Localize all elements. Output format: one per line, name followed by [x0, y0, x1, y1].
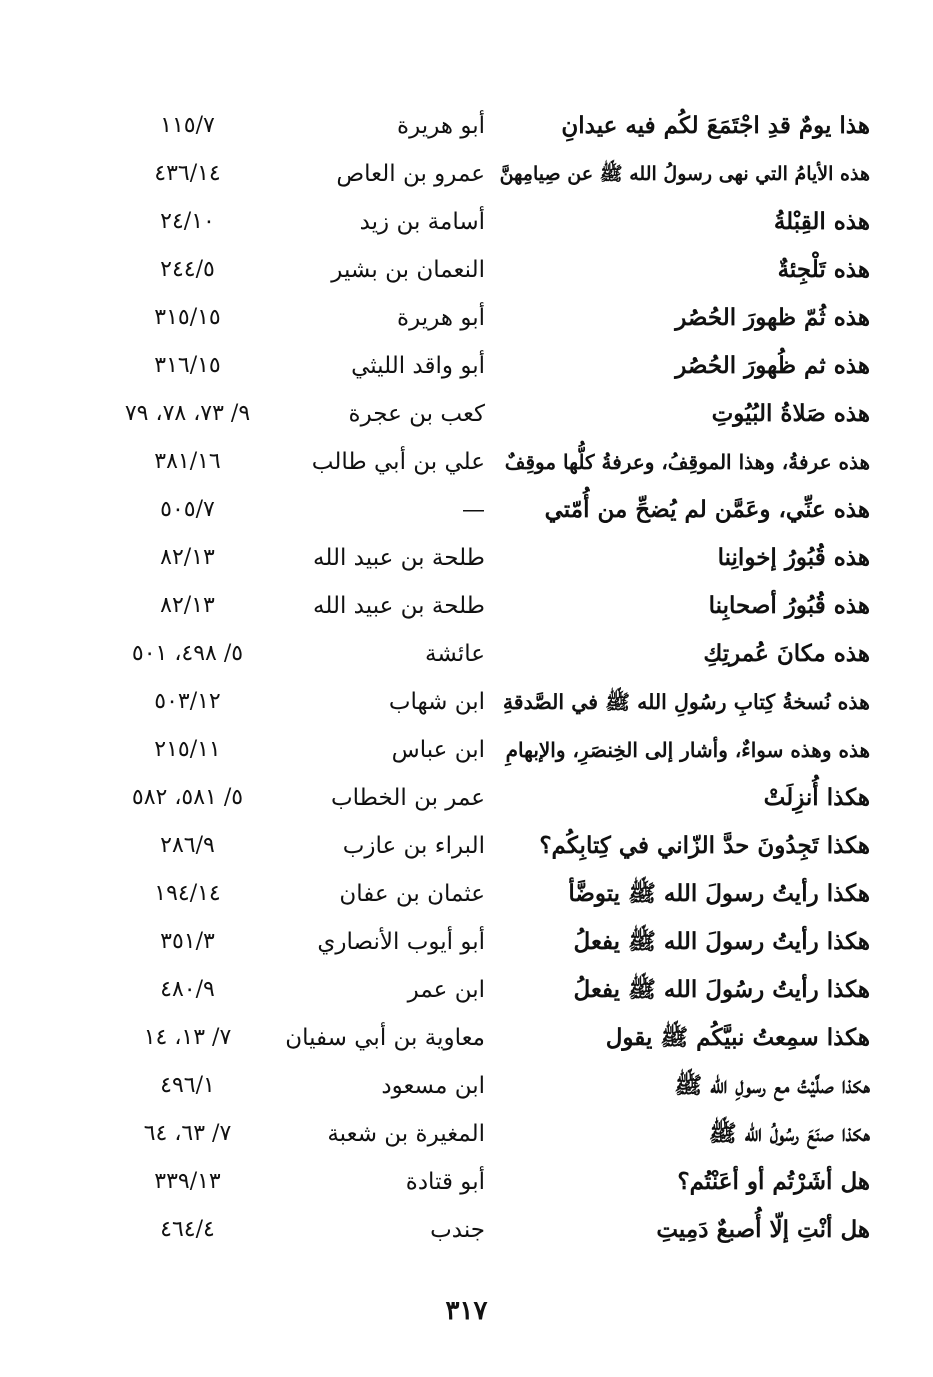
hadith-text: هل أنْتِ إلّا أُصبعٌ دَمِيتِ: [656, 1216, 870, 1243]
index-row: [100, 534, 870, 582]
index-row: [100, 822, 870, 870]
narrator-name: أبو أيوب الأنصاري: [317, 929, 485, 955]
volume-page-reference: ٥/ ٤٩٨، ٥٠١: [131, 641, 244, 666]
index-row: [100, 1110, 870, 1158]
volume-page-reference: ١٩٤/١٤: [154, 881, 221, 906]
hadith-text: هذا يومٌ قدِ اجْتَمَعَ لكُم فيه عيدانِ: [561, 112, 870, 139]
hadith-text: هذه قُبُورُ أصحابِنا: [708, 592, 870, 619]
narrator-name: أبو قتادة: [405, 1169, 485, 1195]
narrator-name: أبو هريرة: [397, 113, 485, 139]
volume-page-reference: ٤٣٦/١٤: [154, 161, 221, 186]
narrator-name: عائشة: [425, 641, 485, 667]
volume-page-reference: ٨٢/١٣: [160, 545, 215, 570]
volume-page-reference: ٩/ ٧٣، ٧٨، ٧٩: [124, 401, 251, 426]
index-row: [100, 102, 870, 150]
volume-page-reference: ٤٦٤/٤: [160, 1217, 215, 1242]
index-row: [100, 966, 870, 1014]
index-row: [100, 438, 870, 486]
volume-page-reference: ١١٥/٧: [160, 113, 215, 138]
hadith-text: هكذا تَجِدُونَ حدَّ الزّاني في كِتابِكُم؟: [539, 832, 870, 859]
volume-page-reference: ٢١٥/١١: [154, 737, 221, 762]
volume-page-reference: ٥٠٣/١٢: [154, 689, 221, 714]
volume-page-reference: ٥٠٥/٧: [160, 497, 215, 522]
index-row: [100, 1158, 870, 1206]
narrator-name: معاوية بن أبي سفيان: [285, 1025, 485, 1051]
narrator-name: أبو هريرة: [397, 305, 485, 331]
index-row: [100, 774, 870, 822]
volume-page-reference: ٢٨٦/٩: [160, 833, 215, 858]
volume-page-reference: ٤٨٠/٩: [160, 977, 215, 1002]
hadith-text: هكذا سمِعتُ نبيَّكُم ﷺ يقول: [605, 1024, 870, 1051]
hadith-text: هذه تَلْجِئةٌ: [777, 256, 870, 283]
hadith-text: هذه ثم ظُهورَ الحُصُر: [675, 352, 870, 379]
hadith-text: هذه القِبْلةُ: [773, 208, 870, 235]
hadith-text: هل أشَرْتُم أو أعَنْتُم؟: [677, 1168, 870, 1195]
hadith-text: هكذا رأيتُ رسُولَ الله ﷺ يفعلُ: [573, 976, 870, 1003]
index-row: [100, 390, 870, 438]
narrator-name: جندب: [430, 1217, 485, 1243]
index-row: [100, 582, 870, 630]
hadith-text: هذه نُسخةُ كِتابِ رسُولِ الله ﷺ في الصَّدقةِ: [502, 690, 870, 714]
narrator-name: البراء بن عازب: [342, 833, 485, 859]
narrator-name: عثمان بن عفان: [339, 881, 485, 907]
index-row: [100, 150, 870, 198]
index-row: [100, 870, 870, 918]
volume-page-reference: ٧/ ٦٣، ٦٤: [143, 1121, 232, 1146]
index-row: [100, 1014, 870, 1062]
index-row: [100, 198, 870, 246]
volume-page-reference: ٣٨١/١٦: [154, 449, 221, 474]
hadith-text: هذه الأيامُ التي نهى رسولُ الله ﷺ عن صِيامِهنَّ: [499, 163, 870, 185]
volume-page-reference: ٢٤/١٠: [160, 209, 215, 234]
index-row: [100, 1206, 870, 1254]
index-row: [100, 630, 870, 678]
index-row: [100, 678, 870, 726]
hadith-text: هكذا رأيتُ رسولَ الله ﷺ يفعلُ: [573, 928, 870, 955]
narrator-name: أبو واقد الليثي: [351, 353, 485, 379]
index-row: [100, 342, 870, 390]
narrator-name: ابن عمر: [407, 977, 485, 1003]
narrator-name: أسامة بن زيد: [359, 209, 485, 235]
hadith-text: هذه صَلاةُ البُيُوتِ: [711, 400, 870, 427]
hadith-text: هذه مكانَ عُمرتِكِ: [703, 640, 870, 667]
page-number: ٣١٧: [445, 1296, 488, 1326]
hadith-text: هكذا صنَعَ رسُولُ الله ﷺ: [708, 1120, 870, 1147]
hadith-text: هذه عرفةُ، وهذا الموقِفُ، وعرفةُ كلُّها موقِفٌ: [504, 450, 870, 474]
volume-page-reference: ٧/ ١٣، ١٤: [143, 1025, 232, 1050]
volume-page-reference: ٣١٦/١٥: [154, 353, 221, 378]
narrator-name: —: [462, 497, 485, 523]
index-row: [100, 246, 870, 294]
volume-page-reference: ٤٩٦/١: [160, 1073, 215, 1098]
volume-page-reference: ٣١٥/١٥: [154, 305, 221, 330]
narrator-name: ابن مسعود: [381, 1073, 485, 1099]
narrator-name: ابن عباس: [391, 737, 485, 763]
hadith-text: هكذا رأيتُ رسولَ الله ﷺ يتوضَّأ: [568, 880, 870, 907]
hadith-text: هذه قُبُورُ إخوانِنا: [717, 544, 870, 571]
hadith-text: هذه عنِّي، وعَمَّن لم يُضحِّ من أُمّتي: [544, 496, 870, 523]
narrator-name: كعب بن عجرة: [348, 401, 485, 427]
hadith-text: هذه ثُمّ ظهورَ الحُصُر: [675, 304, 870, 331]
index-row: [100, 1062, 870, 1110]
index-row: [100, 294, 870, 342]
volume-page-reference: ٣٥١/٣: [160, 929, 215, 954]
narrator-name: عمر بن الخطاب: [330, 785, 485, 811]
hadith-text: هذه وهذه سواءٌ، وأشار إلى الخِنصَرِ، والإبهامِ: [505, 738, 870, 762]
volume-page-reference: ٨٢/١٣: [160, 593, 215, 618]
hadith-index-table: [100, 102, 870, 1254]
narrator-name: المغيرة بن شعبة: [327, 1121, 485, 1147]
index-row: [100, 726, 870, 774]
hadith-text: هكذا أُنزِلَتْ: [763, 784, 870, 811]
volume-page-reference: ٥/ ٥٨١، ٥٨٢: [131, 785, 244, 810]
index-row: [100, 918, 870, 966]
narrator-name: ابن شهاب: [388, 689, 485, 715]
narrator-name: علي بن أبي طالب: [311, 449, 485, 475]
index-row: [100, 486, 870, 534]
hadith-text: هكذا صلَّيْتُ مع رسولِ الله ﷺ: [674, 1072, 870, 1099]
narrator-name: طلحة بن عبيد الله: [313, 593, 485, 619]
volume-page-reference: ٢٤٤/٥: [160, 257, 215, 282]
narrator-name: النعمان بن بشير: [331, 257, 485, 283]
narrator-name: طلحة بن عبيد الله: [313, 545, 485, 571]
volume-page-reference: ٣٣٩/١٣: [154, 1169, 221, 1194]
narrator-name: عمرو بن العاص: [336, 161, 485, 187]
